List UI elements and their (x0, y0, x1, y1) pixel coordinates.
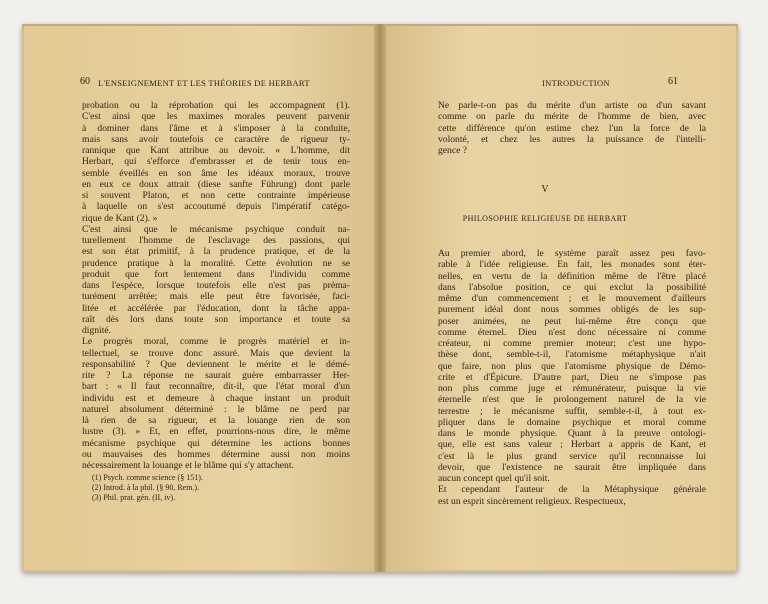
footnote: (3) Phil. prat. gén. (II, iv). (92, 493, 176, 502)
text-line: dans l'espèce, lorsque toutefois elle n'est pas préma- (82, 280, 350, 291)
text-line: si souvent Platon, et non cette contrainte impérieuse (82, 190, 350, 201)
text-line: rannique que Kant attribue au devoir. « L'homme, dit (82, 145, 350, 156)
text-line: volonté, et chez les autres la puissance de l'intelli- (438, 133, 706, 145)
text-line: Au premier abord, le système paraît assez peu favo- (438, 248, 706, 259)
text-line: ou mauvaises des hommes détermine aussi non moins (82, 448, 350, 460)
text-line: Et cependant l'auteur de la Métaphysique générale (438, 484, 706, 496)
text-line: individu est et demeure à chaque instant un produit (82, 392, 350, 404)
text-line: comme éternel. Dieu n'est donc nécessaire ni comme (438, 326, 706, 338)
text-line: créateur, ni comme premier moteur; c'est une hypo- (438, 338, 706, 349)
left-page (24, 26, 378, 570)
text-line: gence ? (438, 145, 468, 156)
text-line: naturel absolument déterminé : le blâme ne perd par (82, 403, 350, 415)
text-line: Herbart, qui s'efforce d'embrasser et de tenir tous en- (82, 156, 350, 168)
right-body-text (438, 248, 706, 507)
right-running-head: INTRODUCTION (542, 78, 610, 88)
text-line: éternelle n'est que le prolongement naturel de la vie (438, 394, 706, 406)
text-line: rable à l'idée religieuse. En fait, les monades sont éter- (438, 259, 706, 271)
text-line: C'est ainsi que les maximes morales peuvent parvenir (82, 111, 350, 123)
footnote: (2) Introd. à la phil. (§ 90, Rem.). (92, 483, 200, 492)
text-line: nécessairement la louange et le blâme qui s'y attachent. (82, 460, 294, 471)
text-line: rite ? La réponse ne saurait guère embarrasser Her- (82, 370, 350, 381)
text-line: que faire, non plus que l'atomisme physique de Démo- (438, 360, 706, 372)
left-running-head: L'ENSEIGNEMENT ET LES THÉORIES DE HERBART (98, 78, 310, 88)
text-line: même d'un commencement ; et le mouvement d'ailleurs (438, 293, 706, 304)
text-line: dignité. (82, 325, 112, 336)
text-line: est un esprit sincèrement religieux. Respectueux, (438, 495, 626, 507)
text-line: litée et accélérée par l'éducation, dont la tâche appa- (82, 302, 350, 314)
text-line: c'est là le plus grand service qu'il reconnaisse lui (438, 450, 706, 462)
text-line: Ne parle-t-on pas du mérite d'un artiste ou d'un savant (438, 100, 706, 111)
text-line: à dominer dans l'âme et à s'imposer à la conduite, (82, 122, 350, 134)
chapter-title: PHILOSOPHIE RELIGIEUSE DE HERBART (462, 214, 628, 223)
text-line: rique de Kant (2). » (82, 212, 158, 224)
text-line: tellectuel, se trouve donc assuré. Mais que devient la (82, 347, 350, 359)
left-footnotes (92, 473, 203, 503)
right-page (382, 26, 736, 570)
left-body-text (82, 100, 350, 471)
text-line: terrestre ; le mécanisme suffit, semble-t-il, à tout ex- (438, 405, 706, 417)
text-line: poser animées, ne peut lui-même être conçu que (438, 315, 706, 327)
right-top-text (438, 100, 706, 156)
text-line: lustre (3). » Et, en effet, pourrions-nous dire, le même (82, 426, 350, 438)
text-line: raît dès lors dans toute son importance et toute sa (82, 313, 350, 325)
text-line: nelles, en vertu de la définition même de l'être placé (438, 270, 706, 282)
left-folio: 60 (80, 76, 90, 87)
text-line: Le progrès moral, comme le progrès matériel et in- (82, 336, 350, 348)
footnote: (1) Psych. comme science (§ 151). (92, 473, 203, 482)
text-line: probation ou la réprobation qui les accompagnent (1). (82, 100, 350, 111)
text-line: mais sans avoir toutefois ce caractère de rigueur ty- (82, 133, 350, 145)
text-line: à laquelle on s'est accoutumé depuis l'impératif catégo- (82, 201, 350, 213)
text-line: produit que fort lentement dans l'individu comme (82, 268, 350, 280)
text-line: semble éveillés en son âme les idéaux moraux, trouve (82, 167, 350, 179)
text-line: dans le monde physique. Quant à la preuve ontologi- (438, 428, 706, 439)
text-line: bart : « Il faut reconnaître, dit-il, que l'état moral d'un (82, 381, 350, 393)
text-line: dans l'absolue position, ce qui exclut la possibilité (438, 281, 706, 293)
text-line: que, elle est sans valeur ; Herbart a appris de Kant, et (438, 439, 706, 451)
text-line: comme on parle du mérite de l'homme de bien, avec (438, 111, 706, 123)
text-line: cette différence qu'on estime chez l'un la force de la (438, 122, 706, 134)
text-line: non plus comme juge et rémunérateur, puisque la vie (438, 383, 706, 394)
text-line: purement idéal dont nous sommes obligés de les sup- (438, 304, 706, 316)
text-line: est son état primitif, à la prudence pratique, et de la (82, 246, 350, 258)
text-line: C'est ainsi que le mécanisme psychique conduit na- (82, 223, 350, 235)
text-line: thèse dont, semble-t-il, l'atomisme métaphysique n'ait (438, 349, 706, 361)
text-line: turellement l'homme de l'esclavage des passions, qui (82, 235, 350, 246)
text-line: en eux ce doux attrait (diese sanfte Führung) dont parle (82, 178, 350, 190)
text-line: crite et d'Épicure. D'autre part, Dieu ne s'impose pas (438, 371, 706, 383)
text-line: pliquer dans le domaine psychique et moral comme (438, 416, 706, 428)
right-folio: 61 (668, 76, 678, 87)
book-gutter (374, 24, 386, 572)
text-line: mécanisme psychique qui détermine les actions bonnes (82, 437, 350, 449)
text-line: devoir, que l'existence ne saurait être impliquée dans (438, 461, 706, 473)
chapter-number: V (541, 184, 549, 195)
text-line: là rien de sa rigueur, et la louange rien de son (82, 415, 350, 426)
text-line: turément arrêtée; mais elle peut être favorisée, faci- (82, 291, 350, 303)
text-line: prudence pratique à la moralité. Cette évolution ne se (82, 257, 350, 269)
open-book (22, 24, 738, 572)
text-line: responsabilité ? Que deviennent le mérite et le démé- (82, 358, 350, 370)
text-line: aucun concept quel qu'il soit. (438, 473, 550, 484)
